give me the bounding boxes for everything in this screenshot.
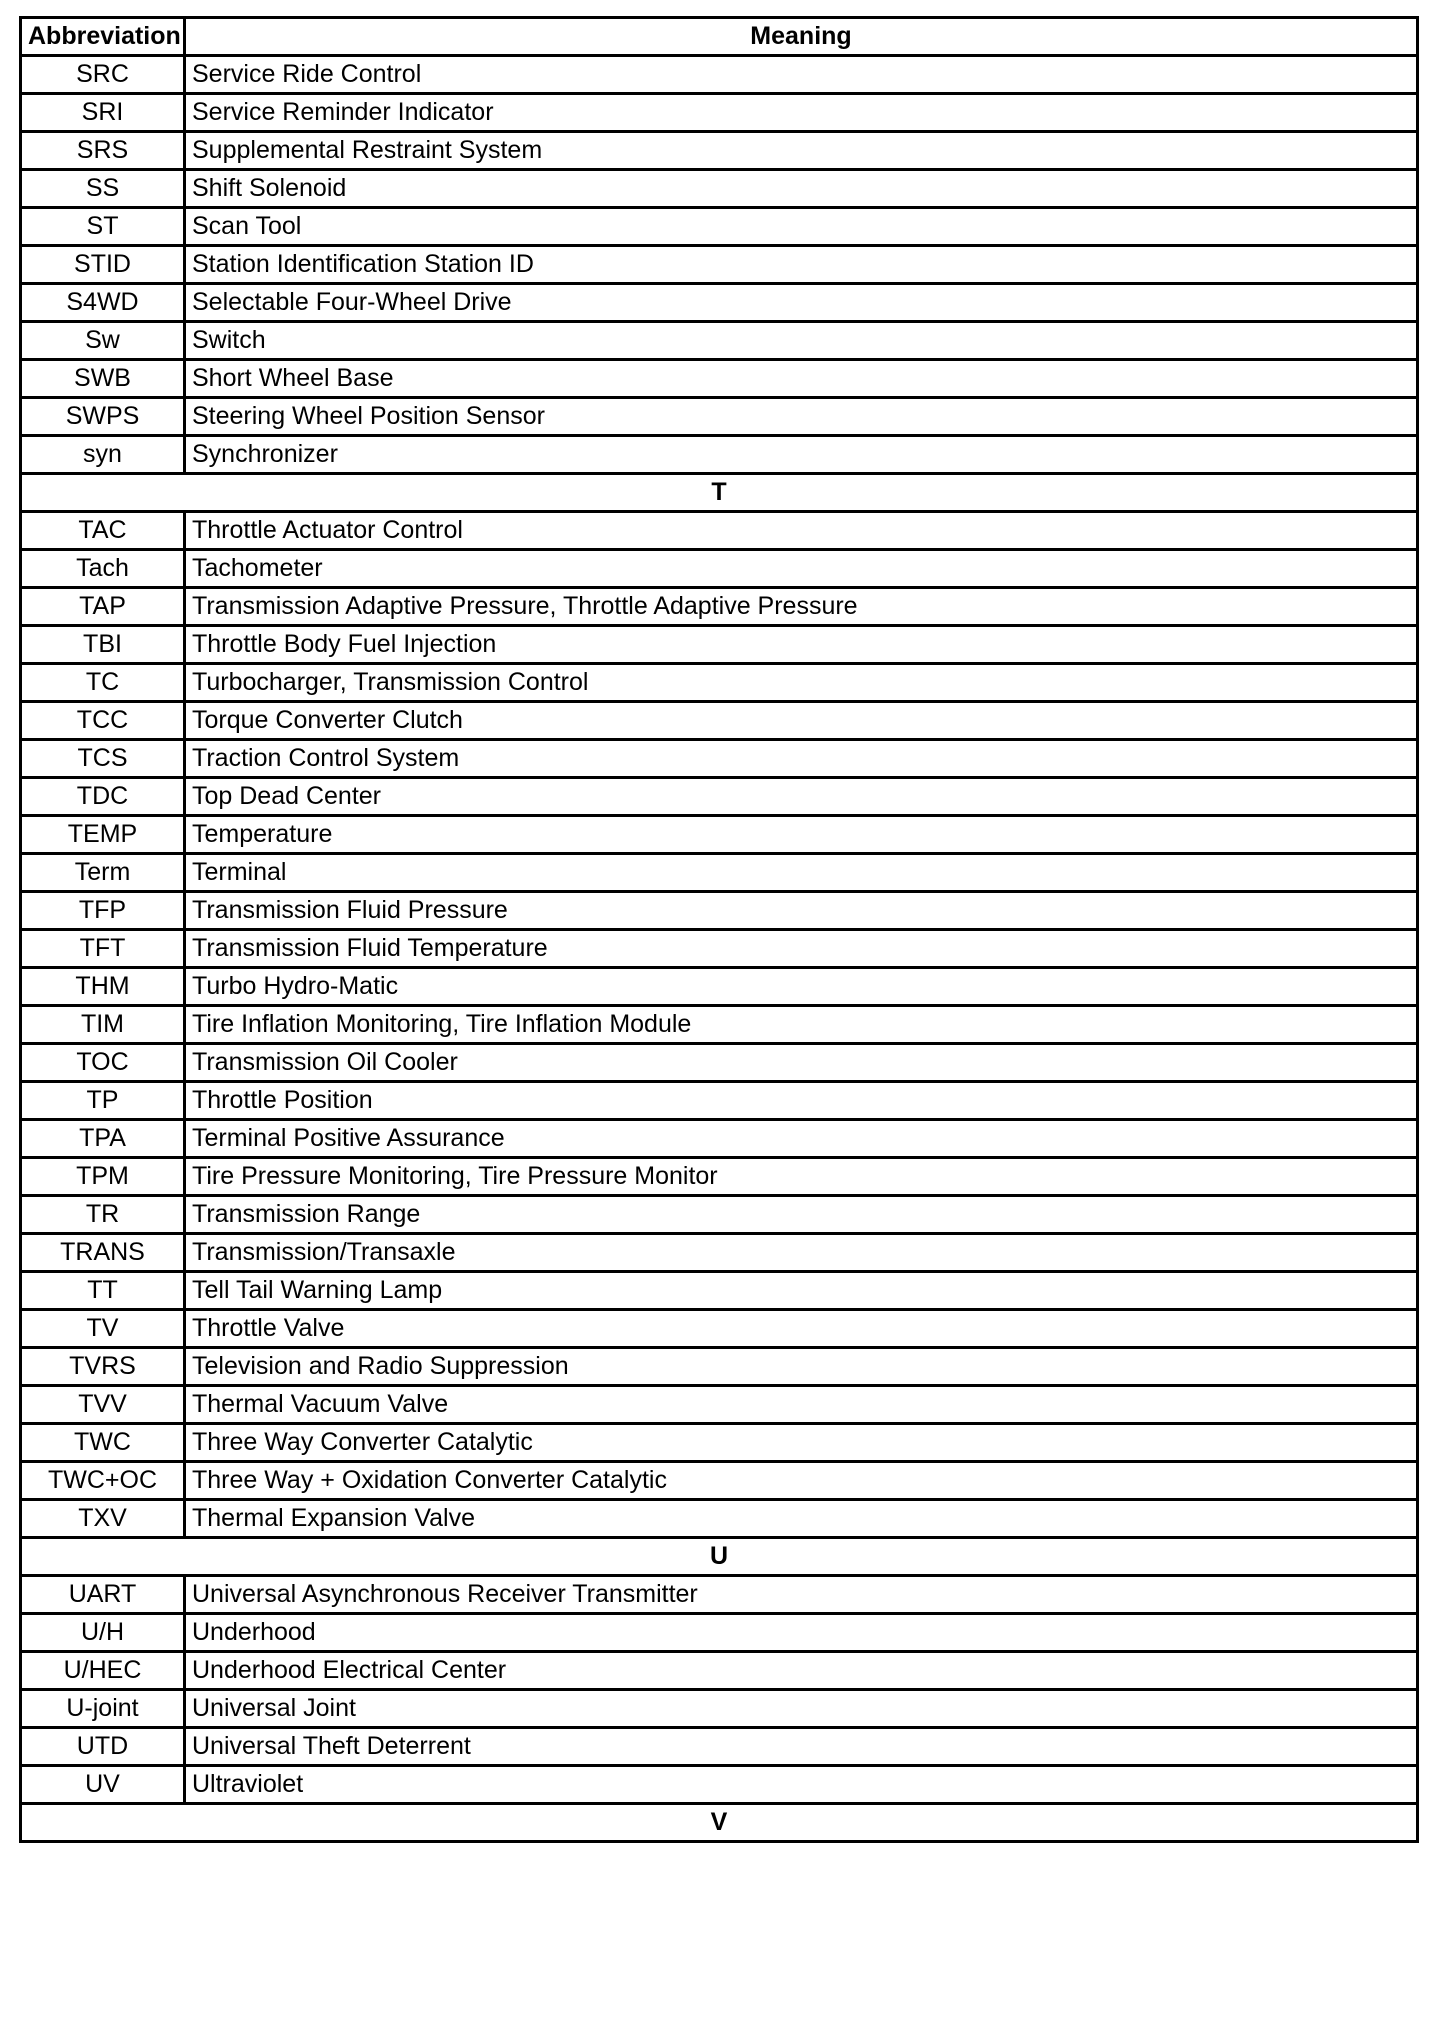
meaning-cell: Short Wheel Base xyxy=(185,360,1418,398)
abbreviation-cell: TRANS xyxy=(21,1234,185,1272)
abbreviation-cell: Sw xyxy=(21,322,185,360)
meaning-cell: Tire Inflation Monitoring, Tire Inflation Module xyxy=(185,1006,1418,1044)
meaning-cell: Terminal Positive Assurance xyxy=(185,1120,1418,1158)
meaning-cell: Throttle Body Fuel Injection xyxy=(185,626,1418,664)
table-row xyxy=(21,56,1418,94)
table-row xyxy=(21,1006,1418,1044)
abbreviation-cell: SRI xyxy=(21,94,185,132)
section-letter: T xyxy=(21,474,1418,512)
meaning-cell: Universal Joint xyxy=(185,1690,1418,1728)
meaning-cell: Television and Radio Suppression xyxy=(185,1348,1418,1386)
meaning-cell: Three Way + Oxidation Converter Catalytic xyxy=(185,1462,1418,1500)
abbreviation-cell: TCC xyxy=(21,702,185,740)
table-row xyxy=(21,1120,1418,1158)
abbreviation-cell: TBI xyxy=(21,626,185,664)
abbreviation-cell: TXV xyxy=(21,1500,185,1538)
table-row xyxy=(21,892,1418,930)
meaning-cell: Transmission Fluid Pressure xyxy=(185,892,1418,930)
table-row xyxy=(21,1576,1418,1614)
meaning-cell: Transmission Range xyxy=(185,1196,1418,1234)
table-row xyxy=(21,626,1418,664)
meaning-cell: Tell Tail Warning Lamp xyxy=(185,1272,1418,1310)
meaning-cell: Transmission Oil Cooler xyxy=(185,1044,1418,1082)
table-row xyxy=(21,854,1418,892)
abbreviation-cell: Term xyxy=(21,854,185,892)
meaning-cell: Selectable Four-Wheel Drive xyxy=(185,284,1418,322)
abbreviation-cell: TR xyxy=(21,1196,185,1234)
table-row xyxy=(21,1424,1418,1462)
table-row xyxy=(21,1462,1418,1500)
table-row xyxy=(21,1386,1418,1424)
abbreviation-cell: SRS xyxy=(21,132,185,170)
abbreviation-cell: THM xyxy=(21,968,185,1006)
abbreviation-cell: TWC xyxy=(21,1424,185,1462)
meaning-cell: Universal Theft Deterrent xyxy=(185,1728,1418,1766)
abbreviation-cell: TCS xyxy=(21,740,185,778)
table-row xyxy=(21,1690,1418,1728)
table-row xyxy=(21,322,1418,360)
meaning-cell: Steering Wheel Position Sensor xyxy=(185,398,1418,436)
table-row xyxy=(21,132,1418,170)
abbreviation-cell: STID xyxy=(21,246,185,284)
table-row xyxy=(21,284,1418,322)
abbreviation-column-header: Abbreviation xyxy=(21,18,185,56)
meaning-cell: Transmission/Transaxle xyxy=(185,1234,1418,1272)
table-row xyxy=(21,702,1418,740)
abbreviation-cell: SRC xyxy=(21,56,185,94)
table-row xyxy=(21,968,1418,1006)
table-row xyxy=(21,1234,1418,1272)
abbreviation-cell: TEMP xyxy=(21,816,185,854)
meaning-cell: Temperature xyxy=(185,816,1418,854)
section-letter: U xyxy=(21,1538,1418,1576)
abbreviation-cell: TP xyxy=(21,1082,185,1120)
abbreviation-cell: UTD xyxy=(21,1728,185,1766)
table-row xyxy=(21,550,1418,588)
meaning-cell: Service Ride Control xyxy=(185,56,1418,94)
table-row xyxy=(21,664,1418,702)
meaning-cell: Transmission Fluid Temperature xyxy=(185,930,1418,968)
meaning-cell: Torque Converter Clutch xyxy=(185,702,1418,740)
meaning-cell: Turbocharger, Transmission Control xyxy=(185,664,1418,702)
meaning-cell: Tire Pressure Monitoring, Tire Pressure Monitor xyxy=(185,1158,1418,1196)
abbreviation-cell: TC xyxy=(21,664,185,702)
table-row xyxy=(21,398,1418,436)
abbreviation-cell: U-joint xyxy=(21,1690,185,1728)
meaning-cell: Supplemental Restraint System xyxy=(185,132,1418,170)
meaning-cell: Universal Asynchronous Receiver Transmitter xyxy=(185,1576,1418,1614)
meaning-cell: Throttle Valve xyxy=(185,1310,1418,1348)
abbreviation-cell: TFT xyxy=(21,930,185,968)
table-row xyxy=(21,930,1418,968)
table-row xyxy=(21,1158,1418,1196)
meaning-cell: Three Way Converter Catalytic xyxy=(185,1424,1418,1462)
abbreviation-cell: TPM xyxy=(21,1158,185,1196)
meaning-cell: Underhood Electrical Center xyxy=(185,1652,1418,1690)
meaning-cell: Throttle Position xyxy=(185,1082,1418,1120)
abbreviation-cell: TDC xyxy=(21,778,185,816)
meaning-cell: Thermal Vacuum Valve xyxy=(185,1386,1418,1424)
meaning-cell: Turbo Hydro-Matic xyxy=(185,968,1418,1006)
table-row xyxy=(21,94,1418,132)
table-row xyxy=(21,208,1418,246)
abbreviation-cell: Tach xyxy=(21,550,185,588)
table-row xyxy=(21,1728,1418,1766)
section-letter: V xyxy=(21,1804,1418,1842)
table-row xyxy=(21,1082,1418,1120)
abbreviation-cell: S4WD xyxy=(21,284,185,322)
abbreviation-cell: SS xyxy=(21,170,185,208)
section-row xyxy=(21,1804,1418,1842)
meaning-cell: Switch xyxy=(185,322,1418,360)
abbreviation-cell: syn xyxy=(21,436,185,474)
table-row xyxy=(21,1500,1418,1538)
meaning-cell: Station Identification Station ID xyxy=(185,246,1418,284)
table-row xyxy=(21,1310,1418,1348)
abbreviation-cell: TWC+OC xyxy=(21,1462,185,1500)
table-row xyxy=(21,360,1418,398)
abbreviation-cell: UV xyxy=(21,1766,185,1804)
table-row xyxy=(21,816,1418,854)
table-row xyxy=(21,246,1418,284)
table-row xyxy=(21,170,1418,208)
meaning-cell: Ultraviolet xyxy=(185,1766,1418,1804)
abbreviation-cell: TOC xyxy=(21,1044,185,1082)
abbreviation-cell: UART xyxy=(21,1576,185,1614)
table-row xyxy=(21,1196,1418,1234)
table-row xyxy=(21,1652,1418,1690)
table-row xyxy=(21,1614,1418,1652)
table-row xyxy=(21,1766,1418,1804)
meaning-cell: Terminal xyxy=(185,854,1418,892)
abbreviation-table xyxy=(19,16,1419,1843)
section-row xyxy=(21,474,1418,512)
abbreviation-cell: TIM xyxy=(21,1006,185,1044)
abbreviation-cell: TVV xyxy=(21,1386,185,1424)
meaning-cell: Thermal Expansion Valve xyxy=(185,1500,1418,1538)
table-row xyxy=(21,1272,1418,1310)
abbreviation-cell: SWB xyxy=(21,360,185,398)
table-header-row xyxy=(21,18,1418,56)
meaning-cell: Traction Control System xyxy=(185,740,1418,778)
table-body xyxy=(21,56,1418,1842)
abbreviation-cell: TPA xyxy=(21,1120,185,1158)
abbreviation-cell: SWPS xyxy=(21,398,185,436)
meaning-column-header: Meaning xyxy=(185,18,1418,56)
meaning-cell: Transmission Adaptive Pressure, Throttle Adaptive Pressure xyxy=(185,588,1418,626)
abbreviation-cell: TAP xyxy=(21,588,185,626)
abbreviation-cell: TT xyxy=(21,1272,185,1310)
meaning-cell: Underhood xyxy=(185,1614,1418,1652)
meaning-cell: Service Reminder Indicator xyxy=(185,94,1418,132)
meaning-cell: Throttle Actuator Control xyxy=(185,512,1418,550)
table-row xyxy=(21,778,1418,816)
abbreviation-cell: U/H xyxy=(21,1614,185,1652)
meaning-cell: Tachometer xyxy=(185,550,1418,588)
table-row xyxy=(21,740,1418,778)
abbreviation-cell: TFP xyxy=(21,892,185,930)
abbreviation-cell: TV xyxy=(21,1310,185,1348)
abbreviation-cell: TVRS xyxy=(21,1348,185,1386)
meaning-cell: Shift Solenoid xyxy=(185,170,1418,208)
meaning-cell: Top Dead Center xyxy=(185,778,1418,816)
meaning-cell: Synchronizer xyxy=(185,436,1418,474)
section-row xyxy=(21,1538,1418,1576)
table-row xyxy=(21,1044,1418,1082)
abbreviation-cell: U/HEC xyxy=(21,1652,185,1690)
abbreviation-cell: TAC xyxy=(21,512,185,550)
table-row xyxy=(21,512,1418,550)
table-row xyxy=(21,1348,1418,1386)
abbreviation-cell: ST xyxy=(21,208,185,246)
meaning-cell: Scan Tool xyxy=(185,208,1418,246)
table-row xyxy=(21,436,1418,474)
table-row xyxy=(21,588,1418,626)
